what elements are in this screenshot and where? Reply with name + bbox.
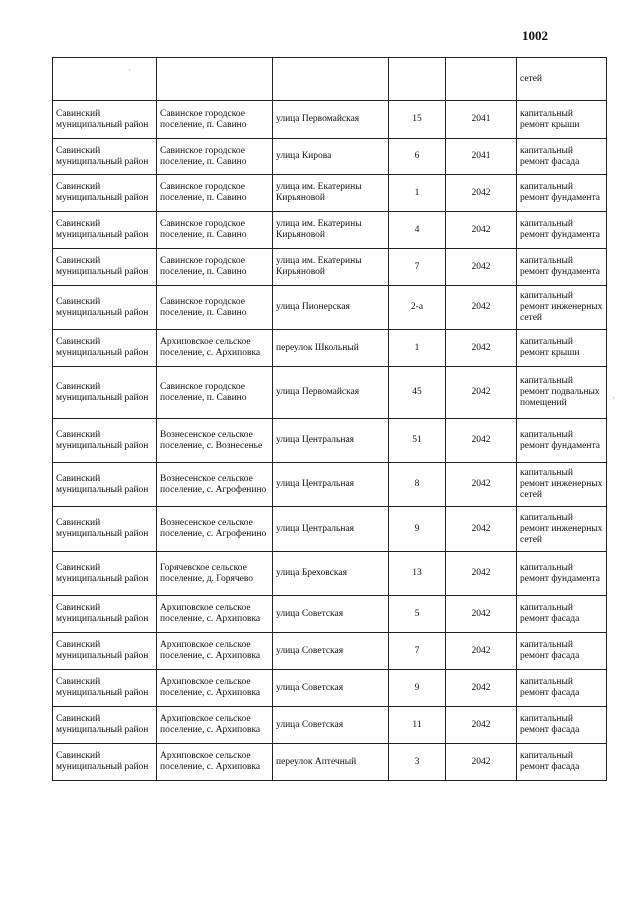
cell-settlement: Савинское городское поселение, п. Савино	[157, 249, 273, 286]
cell-year: 2042	[446, 552, 517, 596]
cell-street: улица Центральная	[273, 419, 389, 463]
cell-street: переулок Аптечный	[273, 744, 389, 781]
cell-house: 7	[389, 633, 446, 670]
cell-settlement: Савинское городское поселение, п. Савино	[157, 367, 273, 419]
cell-street: улица Центральная	[273, 463, 389, 507]
table-row	[53, 670, 607, 707]
table-row	[53, 249, 607, 286]
cell-work-type: капитальный ремонт крыши	[517, 101, 607, 139]
cell-settlement: Савинское городское поселение, п. Савино	[157, 139, 273, 175]
cell-settlement: Горячевское сельское поселение, д. Горячево	[157, 552, 273, 596]
cell-work-type: капитальный ремонт подвальных помещений	[517, 367, 607, 419]
cell-house: 9	[389, 507, 446, 552]
cell-year	[446, 58, 517, 101]
cell-street: переулок Школьный	[273, 330, 389, 367]
cell-settlement: Архиповское сельское поселение, с. Архиповка	[157, 633, 273, 670]
cell-district: Савинский муниципальный район	[53, 670, 157, 707]
table-row-continued	[53, 58, 607, 101]
cell-settlement: Савинское городское поселение, п. Савино	[157, 101, 273, 139]
cell-street	[273, 58, 389, 101]
cell-year: 2042	[446, 249, 517, 286]
cell-house: 51	[389, 419, 446, 463]
cell-district: Савинский муниципальный район	[53, 419, 157, 463]
cell-house: 1	[389, 330, 446, 367]
cell-house: 7	[389, 249, 446, 286]
cell-work-type: капитальный ремонт фасада	[517, 670, 607, 707]
cell-house: 9	[389, 670, 446, 707]
cell-house: 5	[389, 596, 446, 633]
table-row	[53, 552, 607, 596]
cell-street: улица им. Екатерины Кирьяновой	[273, 212, 389, 249]
cell-house: 15	[389, 101, 446, 139]
cell-year: 2042	[446, 744, 517, 781]
cell-year: 2042	[446, 286, 517, 330]
cell-house: 2-а	[389, 286, 446, 330]
cell-year: 2042	[446, 330, 517, 367]
table-row	[53, 101, 607, 139]
housing-repair-table	[52, 57, 607, 781]
cell-year: 2042	[446, 707, 517, 744]
cell-settlement	[157, 58, 273, 101]
cell-district: Савинский муниципальный район	[53, 633, 157, 670]
table-row	[53, 707, 607, 744]
cell-house: 1	[389, 175, 446, 212]
cell-street: улица Бреховская	[273, 552, 389, 596]
table-row	[53, 463, 607, 507]
cell-district: Савинский муниципальный район	[53, 744, 157, 781]
cell-settlement: Савинское городское поселение, п. Савино	[157, 286, 273, 330]
cell-settlement: Архиповское сельское поселение, с. Архиповка	[157, 596, 273, 633]
scan-mark: ·	[612, 394, 615, 403]
cell-district: Савинский муниципальный район	[53, 101, 157, 139]
table-row	[53, 744, 607, 781]
table-row	[53, 286, 607, 330]
table-row	[53, 139, 607, 175]
cell-street: улица Советская	[273, 707, 389, 744]
cell-settlement: Архиповское сельское поселение, с. Архиповка	[157, 330, 273, 367]
cell-work-type: сетей	[517, 58, 607, 101]
cell-settlement: Архиповское сельское поселение, с. Архиповка	[157, 707, 273, 744]
cell-year: 2041	[446, 101, 517, 139]
cell-work-type: капитальный ремонт инженерных сетей	[517, 507, 607, 552]
cell-house: 11	[389, 707, 446, 744]
cell-settlement: Вознесенское сельское поселение, с. Вознесенье	[157, 419, 273, 463]
cell-street: улица Кирова	[273, 139, 389, 175]
cell-street: улица Центральная	[273, 507, 389, 552]
cell-district: Савинский муниципальный район	[53, 596, 157, 633]
cell-house: 13	[389, 552, 446, 596]
cell-street: улица Пионерская	[273, 286, 389, 330]
cell-district: Савинский муниципальный район	[53, 707, 157, 744]
table-row	[53, 330, 607, 367]
cell-work-type: капитальный ремонт фундамента	[517, 175, 607, 212]
cell-work-type: капитальный ремонт фасада	[517, 633, 607, 670]
cell-work-type: капитальный ремонт инженерных сетей	[517, 286, 607, 330]
cell-settlement: Вознесенское сельское поселение, с. Агрофенино	[157, 463, 273, 507]
cell-street: улица им. Екатерины Кирьяновой	[273, 175, 389, 212]
cell-year: 2042	[446, 596, 517, 633]
cell-work-type: капитальный ремонт фасада	[517, 139, 607, 175]
table-row	[53, 596, 607, 633]
cell-district: Савинский муниципальный район	[53, 330, 157, 367]
table-row	[53, 633, 607, 670]
cell-work-type: капитальный ремонт фасада	[517, 707, 607, 744]
cell-year: 2041	[446, 139, 517, 175]
table-row	[53, 212, 607, 249]
cell-year: 2042	[446, 212, 517, 249]
cell-street: улица Первомайская	[273, 367, 389, 419]
cell-work-type: капитальный ремонт фасада	[517, 744, 607, 781]
cell-district: Савинский муниципальный район	[53, 212, 157, 249]
cell-house: 4	[389, 212, 446, 249]
cell-street: улица Советская	[273, 633, 389, 670]
cell-district: Савинский муниципальный район	[53, 507, 157, 552]
cell-house	[389, 58, 446, 101]
cell-settlement: Савинское городское поселение, п. Савино	[157, 212, 273, 249]
cell-settlement: Вознесенское сельское поселение, с. Агрофенино	[157, 507, 273, 552]
cell-work-type: капитальный ремонт фундамента	[517, 212, 607, 249]
page-number: 1002	[522, 28, 548, 43]
cell-district: Савинский муниципальный район	[53, 175, 157, 212]
cell-year: 2042	[446, 419, 517, 463]
cell-work-type: капитальный ремонт фундамента	[517, 419, 607, 463]
cell-house: 6	[389, 139, 446, 175]
cell-year: 2042	[446, 670, 517, 707]
cell-year: 2042	[446, 507, 517, 552]
cell-district: Савинский муниципальный район	[53, 367, 157, 419]
cell-year: 2042	[446, 633, 517, 670]
cell-street: улица Советская	[273, 596, 389, 633]
table-body	[53, 58, 607, 781]
cell-district: Савинский муниципальный район	[53, 249, 157, 286]
cell-year: 2042	[446, 463, 517, 507]
cell-work-type: капитальный ремонт фасада	[517, 596, 607, 633]
cell-district: Савинский муниципальный район	[53, 139, 157, 175]
cell-settlement: Архиповское сельское поселение, с. Архиповка	[157, 744, 273, 781]
cell-street: улица Советская	[273, 670, 389, 707]
cell-work-type: капитальный ремонт крыши	[517, 330, 607, 367]
table-row	[53, 507, 607, 552]
cell-year: 2042	[446, 367, 517, 419]
cell-settlement: Савинское городское поселение, п. Савино	[157, 175, 273, 212]
table-row	[53, 175, 607, 212]
cell-year: 2042	[446, 175, 517, 212]
cell-street: улица им. Екатерины Кирьяновой	[273, 249, 389, 286]
cell-settlement: Архиповское сельское поселение, с. Архиповка	[157, 670, 273, 707]
cell-district: Савинский муниципальный район	[53, 463, 157, 507]
scan-mark: ·	[128, 66, 131, 75]
cell-district: Савинский муниципальный район	[53, 286, 157, 330]
cell-work-type: капитальный ремонт инженерных сетей	[517, 463, 607, 507]
cell-district	[53, 58, 157, 101]
table-row	[53, 419, 607, 463]
cell-work-type: капитальный ремонт фундамента	[517, 249, 607, 286]
table-row	[53, 367, 607, 419]
cell-house: 8	[389, 463, 446, 507]
cell-street: улица Первомайская	[273, 101, 389, 139]
cell-work-type: капитальный ремонт фундамента	[517, 552, 607, 596]
cell-district: Савинский муниципальный район	[53, 552, 157, 596]
cell-house: 3	[389, 744, 446, 781]
cell-house: 45	[389, 367, 446, 419]
